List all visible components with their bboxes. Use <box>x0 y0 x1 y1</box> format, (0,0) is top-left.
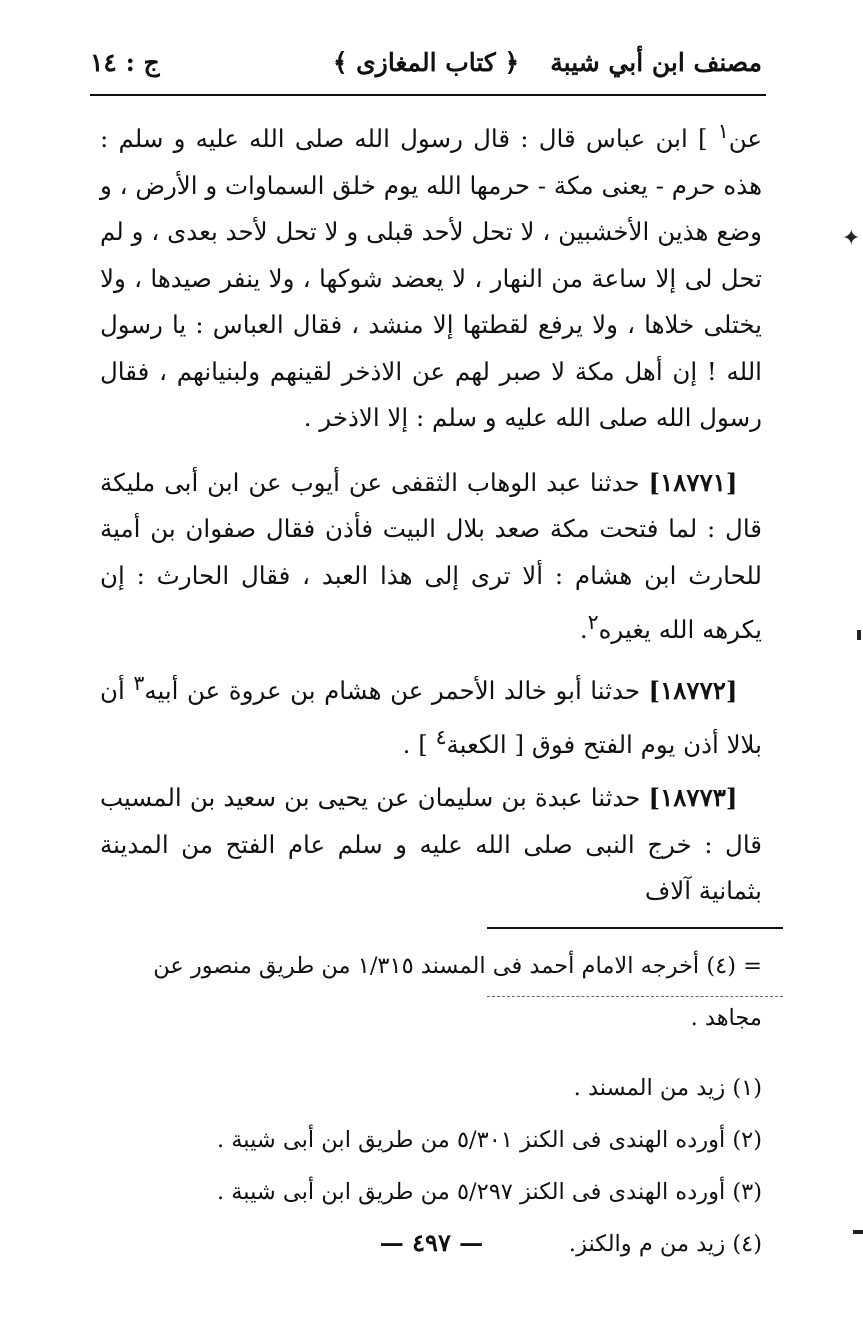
book-title: مصنف ابن أبي شيبة <box>550 48 762 77</box>
hadith-number: [١٨٧٧١] <box>648 467 738 497</box>
page-number: — ٤٩٧ — <box>379 1228 484 1257</box>
footnote-marker: ٤ <box>435 725 447 750</box>
hadith-text: أن بلالا أذن يوم الفتح فوق [ الكعبة <box>100 675 762 760</box>
chapter-title: ﴿ كتاب المغازى ﴾ <box>332 48 520 77</box>
hadith-number: [١٨٧٧٣] <box>648 783 738 813</box>
hadith-number: [١٨٧٧٢] <box>648 675 738 705</box>
footnote-marker: ٣ <box>133 670 145 695</box>
running-header <box>90 42 762 94</box>
text-run: عن <box>728 124 762 154</box>
main-text <box>100 108 762 915</box>
header-rule <box>90 94 766 96</box>
footnote-2: (٢) أورده الهندى فى الكنز ٥/٣٠١ من طريق ابن أبى شيبة . <box>216 1127 762 1153</box>
margin-speck <box>853 1230 863 1234</box>
footnote-carryover: = (٤) أخرجه الامام أحمد فى المسند ١/٣١٥ من طريق منصور عن مجاهد . <box>153 953 762 1031</box>
hadith-18772 <box>100 660 762 769</box>
hadith-text: حدثنا عبد الوهاب الثقفى عن أيوب عن ابن أبى مليكة قال : لما فتحت مكة صعد بلال البيت فأذن فقال صفوان بن أمية للحارث ابن هشام : ألا ترى إلى هذا العبد ، فقال الحارث : إن يكرهه الله يغيره <box>100 467 762 645</box>
hadith-text: حدثنا أبو خالد الأحمر عن هشام بن عروة عن أبيه <box>144 675 649 705</box>
footnote-marker: ٢ <box>587 610 599 635</box>
hadith-text: حدثنا عبدة بن سليمان عن يحيى بن سعيد بن المسيب قال : خرج النبى صلى الله عليه و سلم عام الفتح من المدينة بثمانية آلاف <box>100 783 762 906</box>
footnote-4: (٤) زيد من م والكنز. <box>568 1231 762 1257</box>
hadith-18773 <box>100 775 762 915</box>
footnote-3: (٣) أورده الهندى فى الكنز ٥/٢٩٧ من طريق ابن أبى شيبة . <box>216 1179 762 1205</box>
text-run: ] ابن عباس قال : قال رسول الله صلى الله عليه و سلم : هذه حرم - يعنى مكة - حرمها الله يوم خلق السماوات و الأرض ، و وضع هذين الأخشبين ، لا تحل لأحد قبلى و لا تحل لأحد بعدى ، و لم تحل لى إلا ساعة من النهار ، لا يعضد شوكها ، ولا ينفر صيدها ، ولا يختلى خلاها ، ولا يرفع لقطتها إلا منشد ، فقال العباس : يا رسول الله ! إن أهل مكة لا صبر لهم عن الاذخر لقينهم ولبنيانهم ، فقال رسول الله صلى الله عليه و سلم : إلا الاذخر . <box>100 124 762 433</box>
footnotes <box>100 940 762 1270</box>
margin-crosshair-icon: ✦ <box>842 226 861 251</box>
paragraph-continuation <box>100 108 762 442</box>
margin-speck <box>857 630 861 640</box>
text-run: ] . <box>402 730 436 760</box>
text-run: . <box>579 615 588 645</box>
footnote-1: (١) زيد من المسند . <box>573 1075 762 1101</box>
footnote-rule <box>487 927 783 929</box>
footnote-marker: ١ <box>717 119 729 143</box>
hadith-18771 <box>100 460 762 654</box>
volume-number: ج : ١٤ <box>90 48 160 77</box>
